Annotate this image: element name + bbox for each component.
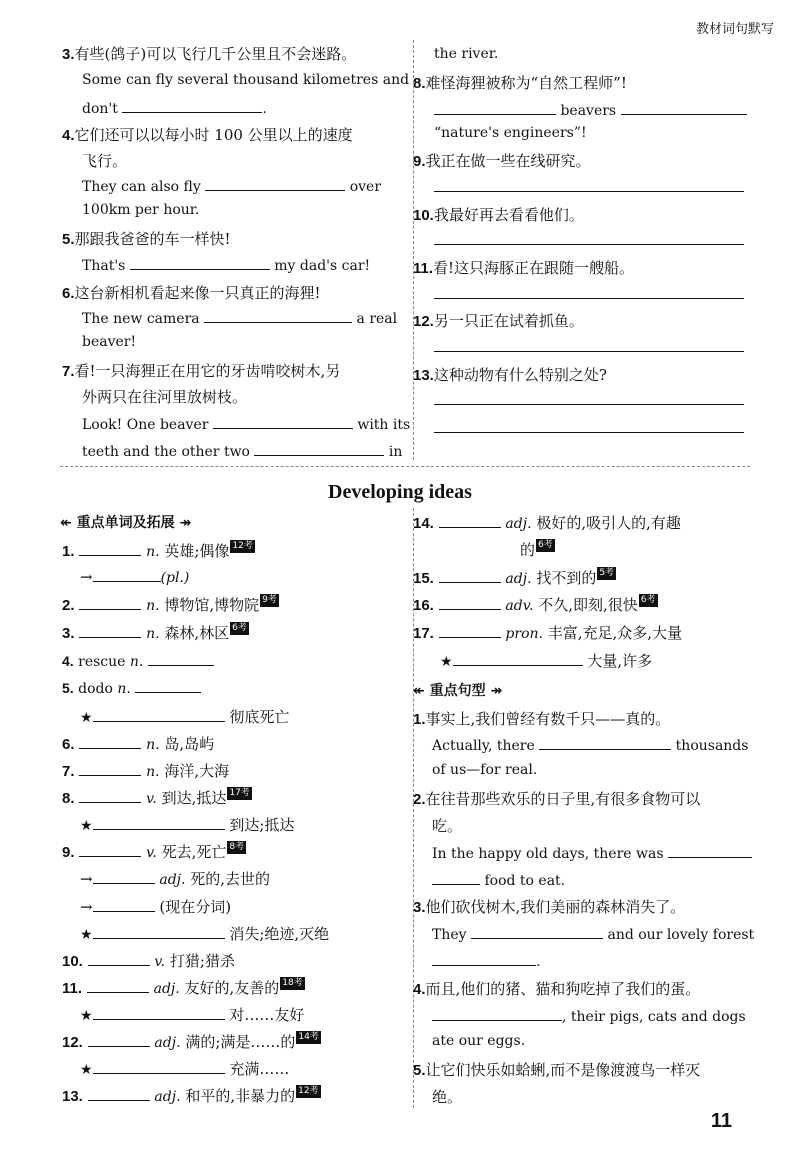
answer-blank[interactable] (668, 843, 752, 858)
q3-english-2: don't . (82, 98, 267, 117)
vocab-item: ★ 消失;绝迹,灭绝 (80, 925, 330, 943)
vocab-item: 4. rescue n. (62, 651, 214, 670)
vocab-item: 7. n. 海洋,大海 (62, 762, 230, 780)
vocab-item: → adj. 死的,去世的 (80, 870, 271, 888)
q7-english-2: teeth and the other two in (82, 441, 402, 460)
answer-blank[interactable] (439, 568, 501, 583)
vocab-item: 1. n. 英雄;偶像 12考 (62, 541, 253, 560)
answer-blank[interactable] (432, 870, 480, 885)
q8-english: beavers (434, 100, 747, 119)
answer-blank[interactable] (539, 735, 671, 750)
s5-chinese: 5.让它们快乐如蛤蜊,而不是像渡渡鸟一样灭 (413, 1061, 701, 1079)
exam-count-badge: 9考 (262, 595, 277, 605)
q12-chinese: 12.另一只正在试着抓鱼。 (413, 312, 584, 330)
answer-blank[interactable] (205, 176, 345, 191)
answer-blank[interactable] (79, 623, 141, 638)
exam-count-badge: 5考 (599, 568, 615, 578)
answer-line[interactable] (434, 351, 744, 352)
answer-blank[interactable] (79, 788, 141, 803)
q11-chinese: 11.看!这只海豚正在跟随一艘船。 (413, 259, 635, 277)
vocab-item: 17. pron. 丰富,充足,众多,大量 (413, 624, 683, 642)
q6-english: The new camera a real (82, 308, 397, 327)
s2-chinese: 2.在往昔那些欢乐的日子里,有很多食物可以 (413, 790, 701, 808)
q8-english-2: “nature's engineers”! (434, 125, 587, 141)
q4-english: They can also fly over (82, 176, 381, 195)
s4-english-2: ate our eggs. (432, 1033, 526, 1049)
q9-chinese: 9.我正在做一些在线研究。 (413, 152, 591, 170)
s2-chinese-2: 吃。 (432, 817, 463, 835)
answer-line[interactable] (434, 298, 744, 299)
vocab-item: 12. adj. 满的;满是……的 14考 (62, 1032, 319, 1051)
q4-english-2: 100km per hour. (82, 202, 200, 218)
q4-chinese: 4.它们还可以以每小时 100 公里以上的速度 (62, 126, 353, 144)
exam-count-badge: 8考 (229, 842, 245, 852)
vocab-item: → (pl.) (80, 568, 190, 586)
vocab-item: 9. v. 死去,死亡 8考 (62, 842, 245, 861)
q10-chinese: 10.我最好再去看看他们。 (413, 206, 584, 224)
answer-blank[interactable] (79, 595, 141, 610)
answer-blank[interactable] (93, 897, 155, 912)
section-title: Developing ideas (328, 481, 472, 503)
s1-chinese: 1.事实上,我们曾经有数千只——真的。 (413, 710, 671, 728)
answer-blank[interactable] (439, 513, 501, 528)
q5-english: That's my dad's car! (82, 255, 370, 274)
s5-chinese-2: 绝。 (432, 1088, 463, 1106)
q4-chinese-2: 飞行。 (82, 152, 128, 170)
answer-blank[interactable] (254, 441, 384, 456)
s2-english: In the happy old days, there was (432, 843, 752, 862)
vocab-item: 5. dodo n. (62, 678, 201, 697)
answer-line[interactable] (434, 404, 744, 405)
exam-count-badge: 14考 (298, 1032, 319, 1042)
s3-english: They and our lovely forest (432, 924, 754, 943)
exam-count-badge: 12考 (232, 541, 253, 551)
answer-line[interactable] (434, 191, 744, 192)
q5-chinese: 5.那跟我爸爸的车一样快! (62, 230, 231, 248)
answer-blank[interactable] (93, 1059, 225, 1074)
answer-blank[interactable] (130, 255, 270, 270)
s4-english: , their pigs, cats and dogs (432, 1006, 746, 1025)
answer-blank[interactable] (79, 734, 141, 749)
exam-count-badge: 17考 (229, 788, 250, 798)
answer-blank[interactable] (439, 595, 501, 610)
answer-blank[interactable] (453, 651, 583, 666)
vocab-item: 10. v. 打猎;猎杀 (62, 952, 235, 970)
vocab-item: ★ 大量,许多 (440, 652, 653, 670)
answer-blank[interactable] (88, 1086, 150, 1101)
q13-chinese: 13.这种动物有什么特别之处? (413, 366, 607, 384)
answer-line[interactable] (434, 432, 744, 433)
vocab-heading: ↞ 重点单词及拓展 ↠ (60, 515, 192, 531)
q6-chinese: 6.这台新相机看起来像一只真正的海狸! (62, 284, 321, 302)
vocab-item: 8. v. 到达,抵达 17考 (62, 788, 250, 807)
answer-blank[interactable] (93, 567, 161, 582)
answer-blank[interactable] (88, 1032, 150, 1047)
page-number: 11 (710, 1110, 732, 1132)
s1-english-2: of us—for real. (432, 762, 538, 778)
q7-chinese-2: 外两只在往河里放树枝。 (82, 388, 248, 406)
answer-blank[interactable] (434, 100, 556, 115)
answer-blank[interactable] (471, 924, 603, 939)
answer-blank[interactable] (79, 842, 141, 857)
answer-blank[interactable] (79, 541, 141, 556)
answer-blank[interactable] (432, 951, 536, 966)
answer-line[interactable] (434, 244, 744, 245)
answer-blank[interactable] (79, 761, 141, 776)
vocab-item: → (现在分词) (80, 898, 232, 916)
s1-english: Actually, there thousands (432, 735, 748, 754)
running-header: 教材词句默写 (695, 22, 774, 37)
vocab-item: 3. n. 森林,林区 6考 (62, 623, 247, 642)
answer-blank[interactable] (135, 678, 201, 693)
exam-count-badge: 6考 (232, 623, 247, 633)
s2-english-2: food to eat. (432, 870, 565, 889)
answer-blank[interactable] (439, 623, 501, 638)
answer-blank[interactable] (148, 651, 214, 666)
q7-english: Look! One beaver with its (82, 414, 410, 433)
vocab-item: 14. adj. 极好的,吸引人的,有趣 (413, 514, 681, 532)
vocab-item: 13. adj. 和平的,非暴力的 12考 (62, 1086, 319, 1105)
answer-blank[interactable] (93, 815, 225, 830)
answer-blank[interactable] (87, 978, 149, 993)
q7-chinese: 7.看!一只海狸正在用它的牙齿啃咬树木,另 (62, 362, 341, 380)
answer-blank[interactable] (122, 98, 262, 113)
sentence-heading: ↞ 重点句型 ↠ (413, 683, 503, 699)
answer-blank[interactable] (432, 1006, 562, 1021)
vocab-item: ★ 彻底死亡 (80, 708, 290, 726)
vocab-item: 11. adj. 友好的,友善的 18考 (62, 978, 303, 997)
s3-english-2: . (432, 951, 540, 970)
q3-english: Some can fly several thousand kilometres and (82, 72, 410, 88)
answer-blank[interactable] (93, 707, 225, 722)
s3-chinese: 3.他们砍伐树木,我们美丽的森林消失了。 (413, 898, 686, 916)
answer-blank[interactable] (93, 1005, 225, 1020)
answer-blank[interactable] (88, 951, 150, 966)
answer-blank[interactable] (204, 308, 352, 323)
column-divider (413, 40, 414, 460)
q7-english-cont: the river. (434, 46, 499, 62)
q3-chinese: 3.有些(鸽子)可以飞行几千公里且不会迷路。 (62, 45, 357, 63)
answer-blank[interactable] (213, 414, 353, 429)
vocab-item: 6. n. 岛,岛屿 (62, 735, 215, 753)
q8-chinese: 8.难怪海狸被称为“自然工程师”! (413, 74, 627, 92)
vocab-item: ★ 对……友好 (80, 1006, 305, 1024)
exam-count-badge: 18考 (282, 978, 303, 988)
answer-blank[interactable] (93, 869, 155, 884)
exam-count-badge: 6考 (538, 540, 553, 550)
vocab-item: 2. n. 博物馆,博物院 9考 (62, 595, 277, 614)
answer-blank[interactable] (621, 100, 747, 115)
section-divider (60, 466, 750, 467)
answer-blank[interactable] (93, 924, 225, 939)
vocab-item: ★ 到达;抵达 (80, 816, 295, 834)
exam-count-badge: 12考 (298, 1086, 319, 1096)
vocab-item-cont: 的 6考 (520, 540, 553, 559)
vocab-item: 15. adj. 找不到的 5考 (413, 568, 615, 587)
s4-chinese: 4.而且,他们的猪、猫和狗吃掉了我们的蛋。 (413, 980, 701, 998)
vocab-item: 16. adv. 不久,即刻,很快 6考 (413, 595, 656, 614)
q6-english-2: beaver! (82, 334, 137, 350)
exam-count-badge: 6考 (640, 595, 656, 605)
vocab-item: ★ 充满…… (80, 1060, 290, 1078)
